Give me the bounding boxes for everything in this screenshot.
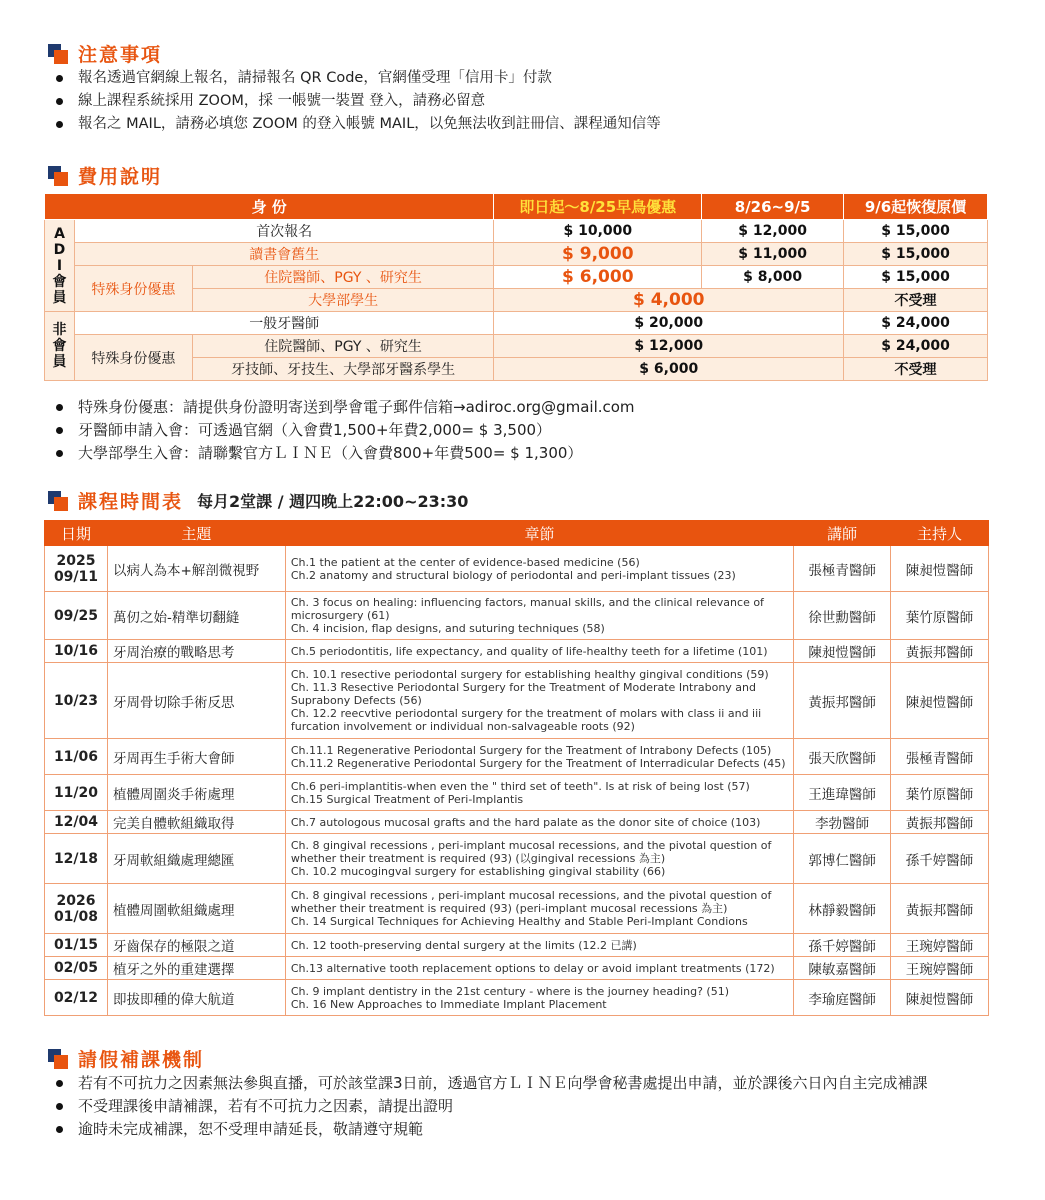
chapter-line: Ch. 12 tooth-preserving dental surgery at the limits (12.2 已講) (290, 938, 637, 952)
schedule-host: 黃振邦醫師 (891, 884, 989, 934)
chapter-line: whether their treatment is required (93) (peri-implant mucosal recessions 為主) (290, 902, 728, 915)
schedule-lecturer: 陳敏嘉醫師 (794, 957, 891, 980)
fee-table (44, 193, 988, 381)
list-item: 不受理課後申請補課，若有不可抗力之因素，請提出證明 (52, 1095, 1002, 1118)
list-item: 報名透過官網線上報名，請掃報名 QR Code，官網僅受理「信用卡」付款 (52, 67, 1002, 90)
price-early: $ 6,000 (494, 266, 702, 289)
header-chapters: 章節 (285, 521, 793, 546)
table-row (45, 663, 989, 739)
schedule-topic: 植體周圍炎手術處理 (107, 775, 285, 811)
price-full: $ 24,000 (844, 312, 988, 335)
chapter-line: Suprabony Defects (56) (290, 694, 422, 707)
schedule-chapters (285, 811, 793, 834)
schedule-chapters (285, 739, 793, 775)
schedule-date: 02/12 (45, 980, 108, 1016)
chapter-line: whether their treatment is required (93) (以gingival recessions 為主) (290, 852, 666, 865)
chapter-line: Ch.13 alternative tooth replacement options to delay or avoid implant treatments (172) (290, 961, 775, 975)
schedule-date: 02/05 (45, 957, 108, 980)
price-full: 不受理 (844, 289, 988, 312)
schedule-lecturer: 李勃醫師 (794, 811, 891, 834)
schedule-host: 陳昶愷醫師 (891, 546, 989, 592)
schedule-topic: 完美自體軟組織取得 (107, 811, 285, 834)
price-early: $ 9,000 (494, 243, 702, 266)
schedule-date: 2026 01/08 (45, 884, 108, 934)
schedule-chapters (285, 980, 793, 1016)
table-row (45, 739, 989, 775)
header-identity: 身 份 (45, 194, 494, 220)
schedule-chapters (285, 884, 793, 934)
chapter-line: Ch. 16 New Approaches to Immediate Implant Placement (290, 997, 607, 1011)
chapter-line: Ch. 8 gingival recessions , peri-implant mucosal recessions, and the pivotal question of (290, 839, 772, 852)
schedule-date: 12/18 (45, 834, 108, 884)
chapter-line: Ch.1 the patient at the center of evidence-based medicine (56) (290, 555, 640, 569)
schedule-chapters (285, 592, 793, 640)
chapter-line: Ch. 11.3 Resective Periodontal Surgery for the Treatment of Moderate Intrabony and (290, 681, 756, 694)
schedule-host: 王琬婷醫師 (891, 957, 989, 980)
section-marker-icon (48, 44, 68, 64)
schedule-topic: 植牙之外的重建選擇 (107, 957, 285, 980)
schedule-lecturer: 徐世勳醫師 (794, 592, 891, 640)
schedule-date: 01/15 (45, 934, 108, 957)
schedule-date: 11/20 (45, 775, 108, 811)
schedule-lecturer: 郭博仁醫師 (794, 834, 891, 884)
table-row (45, 980, 989, 1016)
schedule-host: 張極青醫師 (891, 739, 989, 775)
table-row (45, 640, 989, 663)
list-item: 特殊身份優惠：請提供身份證明寄送到學會電子郵件信箱→adiroc.org@gmail.com (52, 396, 1002, 419)
table-row (45, 775, 989, 811)
chapter-line: Ch. 10.2 mucogingval surgery for establishing gingival stability (66) (290, 865, 666, 878)
chapter-line: Ch.11.2 Regenerative Periodontal Surgery for the Treatment of Interradicular Defects (45) (290, 756, 786, 770)
schedule-subtitle: 每月2堂課 / 週四晚上22:00~23:30 (197, 492, 469, 511)
price-full: $ 15,000 (844, 220, 988, 243)
schedule-chapters (285, 663, 793, 739)
schedule-lecturer: 張極青醫師 (794, 546, 891, 592)
schedule-host: 陳昶愷醫師 (891, 663, 989, 739)
non-member-label: 非 會 員 (45, 312, 75, 381)
section-marker-icon (48, 491, 68, 511)
schedule-date: 12/04 (45, 811, 108, 834)
header-topic: 主題 (107, 521, 285, 546)
chapter-line: Ch. 8 gingival recessions , peri-implant mucosal recessions, and the pivotal question of (290, 889, 772, 902)
schedule-topic: 牙周軟組織處理總匯 (107, 834, 285, 884)
chapter-line: Ch.6 peri-implantitis-when even the " third set of teeth". Is at risk of being lost (57) (290, 779, 750, 793)
schedule-topic: 牙周再生手術大會師 (107, 739, 285, 775)
price-mid: $ 12,000 (702, 220, 844, 243)
row-label: 住院醫師、PGY 、研究生 (192, 335, 494, 358)
schedule-date: 09/25 (45, 592, 108, 640)
fees-section-header (48, 162, 162, 189)
table-row (45, 934, 989, 957)
schedule-lecturer: 李瑜庭醫師 (794, 980, 891, 1016)
schedule-host: 陳昶愷醫師 (891, 980, 989, 1016)
chapter-line: furcation involvement or individual non-salvageable roots (92) (290, 720, 635, 733)
price-full: $ 15,000 (844, 243, 988, 266)
chapter-line: Ch. 14 Surgical Techniques for Achieving Healthy and Stable Peri-Implant Condions (290, 915, 748, 928)
row-label: 一般牙醫師 (74, 312, 493, 335)
schedule-host: 葉竹原醫師 (891, 592, 989, 640)
price-full: $ 24,000 (844, 335, 988, 358)
header-mid: 8/26~9/5 (702, 194, 844, 220)
fee-header-row (45, 194, 988, 220)
table-row (45, 957, 989, 980)
schedule-chapters (285, 775, 793, 811)
header-early: 即日起～8/25早鳥優惠 (494, 194, 702, 220)
header-full: 9/6起恢復原價 (844, 194, 988, 220)
notice-title: 注意事項 (78, 44, 163, 66)
schedule-topic: 牙齒保存的極限之道 (107, 934, 285, 957)
schedule-host: 黃振邦醫師 (891, 640, 989, 663)
table-row (45, 266, 988, 289)
row-label: 首次報名 (74, 220, 493, 243)
schedule-host: 黃振邦醫師 (891, 811, 989, 834)
table-row (45, 884, 989, 934)
table-row (45, 220, 988, 243)
price-mid: $ 11,000 (702, 243, 844, 266)
schedule-header-row (45, 521, 989, 546)
table-row (45, 811, 989, 834)
table-row (45, 546, 989, 592)
adi-member-label: A D I 會 員 (45, 220, 75, 312)
fees-title: 費用說明 (78, 166, 163, 188)
fee-notes-list (52, 396, 1002, 465)
schedule-chapters (285, 834, 793, 884)
header-lecturer: 講師 (794, 521, 891, 546)
schedule-chapters (285, 640, 793, 663)
chapter-line: Ch.15 Surgical Treatment of Peri-Implantis (290, 792, 524, 806)
leave-list (52, 1072, 1002, 1141)
chapter-line: Ch. 4 incision, flap designs, and suturing techniques (58) (290, 622, 605, 635)
schedule-topic: 植體周圍軟組織處理 (107, 884, 285, 934)
chapter-line: Ch. 3 focus on healing: influencing factors, manual skills, and the clinical relevance of (290, 596, 764, 609)
table-row (45, 335, 988, 358)
price-early-mid: $ 12,000 (494, 335, 844, 358)
section-marker-icon (48, 1049, 68, 1069)
schedule-title: 課程時間表 (78, 491, 184, 513)
schedule-date: 10/23 (45, 663, 108, 739)
table-row (45, 592, 989, 640)
chapter-line: Ch. 9 implant dentistry in the 21st century - where is the journey heading? (51) (290, 984, 730, 998)
schedule-host: 王琬婷醫師 (891, 934, 989, 957)
schedule-topic: 牙周骨切除手術反思 (107, 663, 285, 739)
schedule-host: 孫千婷醫師 (891, 834, 989, 884)
price-mid: $ 8,000 (702, 266, 844, 289)
schedule-chapters (285, 546, 793, 592)
notice-section-header (48, 40, 162, 67)
chapter-line: microsurgery (61) (290, 609, 390, 622)
table-row (45, 243, 988, 266)
price-early: $ 10,000 (494, 220, 702, 243)
row-label: 讀書會舊生 (74, 243, 493, 266)
schedule-lecturer: 林靜毅醫師 (794, 884, 891, 934)
chapter-line: Ch.7 autologous mucosal grafts and the hard palate as the donor site of choice (103) (290, 815, 761, 829)
price-early-mid: $ 4,000 (494, 289, 844, 312)
schedule-table (44, 520, 989, 1016)
schedule-lecturer: 黃振邦醫師 (794, 663, 891, 739)
schedule-topic: 牙周治療的戰略思考 (107, 640, 285, 663)
schedule-chapters (285, 957, 793, 980)
price-full: $ 15,000 (844, 266, 988, 289)
leave-title: 請假補課機制 (78, 1049, 205, 1071)
list-item: 若有不可抗力之因素無法參與直播，可於該堂課3日前，透過官方ＬＩＮＥ向學會秘書處提出申請，並於課後六日內自主完成補課 (52, 1072, 1002, 1095)
chapter-line: Ch.11.1 Regenerative Periodontal Surgery for the Treatment of Intrabony Defects (105) (290, 743, 772, 757)
list-item: 線上課程系統採用 ZOOM，採 一帳號一裝置 登入，請務必留意 (52, 90, 1002, 113)
list-item: 牙醫師申請入會：可透過官網（入會費1,500+年費2,000= $ 3,500） (52, 419, 1002, 442)
price-full: 不受理 (844, 358, 988, 381)
schedule-date: 11/06 (45, 739, 108, 775)
header-host: 主持人 (891, 521, 989, 546)
schedule-lecturer: 張天欣醫師 (794, 739, 891, 775)
row-label: 牙技師、牙技生、大學部牙醫系學生 (192, 358, 494, 381)
chapter-line: Ch. 10.1 resective periodontal surgery for establishing healthy gingival conditions (59) (290, 668, 769, 681)
schedule-date: 10/16 (45, 640, 108, 663)
schedule-lecturer: 孫千婷醫師 (794, 934, 891, 957)
price-early-mid: $ 20,000 (494, 312, 844, 335)
chapter-line: Ch. 12.2 reecvtive periodontal surgery for the treatment of molars with class ii and iii (290, 707, 762, 720)
row-label: 大學部學生 (192, 289, 494, 312)
header-date: 日期 (45, 521, 108, 546)
special-label: 特殊身份優惠 (74, 266, 192, 312)
section-marker-icon (48, 166, 68, 186)
chapter-line: Ch.2 anatomy and structural biology of periodontal and peri-implant tissues (23) (290, 568, 736, 582)
list-item: 大學部學生入會：請聯繫官方ＬＩＮＥ（入會費800+年費500= $ 1,300） (52, 442, 1002, 465)
special-label: 特殊身份優惠 (74, 335, 192, 381)
list-item: 逾時未完成補課，恕不受理申請延長，敬請遵守規範 (52, 1118, 1002, 1141)
schedule-chapters (285, 934, 793, 957)
table-row (45, 312, 988, 335)
leave-section-header (48, 1045, 204, 1072)
schedule-lecturer: 陳昶愷醫師 (794, 640, 891, 663)
notice-list (52, 67, 1002, 136)
row-label: 住院醫師、PGY 、研究生 (192, 266, 494, 289)
schedule-host: 葉竹原醫師 (891, 775, 989, 811)
schedule-date: 2025 09/11 (45, 546, 108, 592)
schedule-topic: 即拔即種的偉大航道 (107, 980, 285, 1016)
schedule-topic: 萬仞之始-精準切翻縫 (107, 592, 285, 640)
chapter-line: Ch.5 periodontitis, life expectancy, and quality of life-healthy teeth for a lifetime (101) (290, 644, 768, 658)
schedule-topic: 以病人為本+解剖微視野 (107, 546, 285, 592)
table-row (45, 834, 989, 884)
schedule-lecturer: 王進瑋醫師 (794, 775, 891, 811)
price-early-mid: $ 6,000 (494, 358, 844, 381)
list-item: 報名之 MAIL，請務必填您 ZOOM 的登入帳號 MAIL，以免無法收到註冊信、課程通知信等 (52, 113, 1002, 136)
schedule-section-header (48, 487, 468, 514)
